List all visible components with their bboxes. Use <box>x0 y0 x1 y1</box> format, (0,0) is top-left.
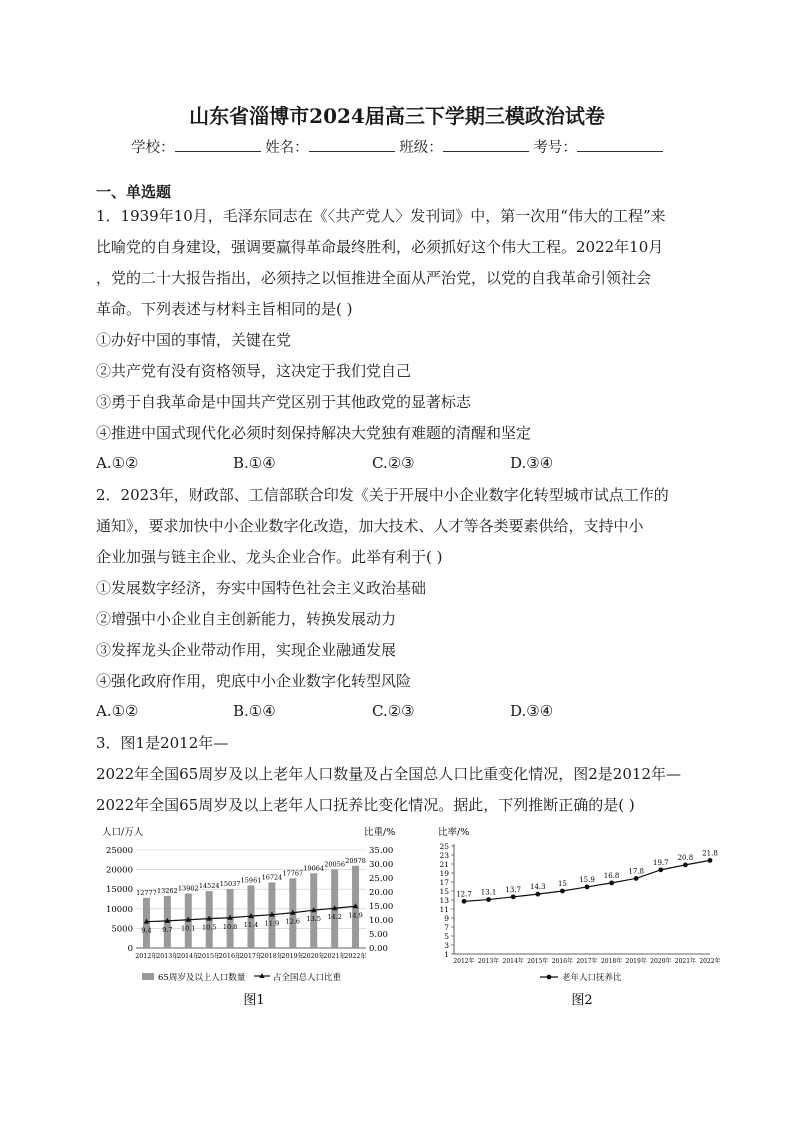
figure-2-chart <box>432 826 722 1016</box>
y-tick-label: 19 <box>439 869 449 878</box>
data-point <box>486 897 491 902</box>
page-title: 山东省淄博市2024届高三下学期三模政治试卷 <box>189 104 605 128</box>
legend-line-label: 占全国总人口比重 <box>273 973 342 983</box>
data-value-label: 12.7 <box>456 890 472 899</box>
q1-stem-line: 1．1939年10月，毛泽东同志在《〈共产党人〉发刊词》中，第一次用“伟大的工程”来 <box>96 207 666 225</box>
data-point <box>462 899 467 904</box>
school-label: 学校： <box>131 140 175 156</box>
x-tick-label: 2020年 <box>650 958 672 965</box>
x-tick-label: 2019年 <box>281 953 304 960</box>
y-tick-label-left: 20000 <box>105 865 133 876</box>
y-tick-label-right: 0.00 <box>369 944 388 954</box>
y-tick-label: 21 <box>439 860 449 869</box>
data-point <box>585 885 590 890</box>
exam-number-blank[interactable] <box>577 137 663 152</box>
x-tick-label: 2021年 <box>674 958 697 965</box>
q3-stem-line: 2022年全国65周岁及以上老年人口数量及占全国总人口比重变化情况，图2是2012年— <box>96 765 681 783</box>
bar-value-label: 16724 <box>261 873 283 882</box>
ratio-value-label: 12.6 <box>285 917 301 926</box>
ratio-value-label: 11.4 <box>243 921 259 930</box>
x-tick-label: 2018年 <box>600 958 623 965</box>
bar-value-label: 13262 <box>157 887 178 896</box>
legend-bar-swatch <box>142 973 154 980</box>
x-tick-label: 2020年 <box>302 953 325 960</box>
bar-value-label: 19064 <box>303 864 325 873</box>
data-point <box>560 889 565 894</box>
x-tick-label: 2012年 <box>453 958 475 965</box>
x-tick-label: 2015年 <box>527 958 549 965</box>
y-tick-label-right: 10.00 <box>369 916 394 926</box>
name-label: 姓名： <box>265 140 309 156</box>
y-tick-label-left: 25000 <box>105 846 133 856</box>
data-point <box>634 876 639 881</box>
data-value-label: 21.8 <box>702 849 718 858</box>
q2-statement: ②增强中小企业自主创新能力，转换发展动力 <box>96 610 397 628</box>
bar-value-label: 15961 <box>240 876 262 885</box>
class-blank[interactable] <box>443 137 529 152</box>
y-axis-label: 比率/% <box>438 827 470 838</box>
y-tick-label-right: 35.00 <box>369 846 394 856</box>
ratio-value-label: 10.8 <box>222 922 238 931</box>
q2-stem-line: 企业加强与链主企业、龙头企业合作。此举有利于( ) <box>96 548 443 566</box>
school-blank[interactable] <box>175 137 261 152</box>
q2-option-a[interactable]: A.①② <box>96 702 139 720</box>
data-value-label: 16.8 <box>603 871 620 880</box>
data-point <box>683 863 688 868</box>
data-value-label: 13.1 <box>480 888 497 897</box>
q1-option-b[interactable]: B.①④ <box>233 454 276 472</box>
q1-statement: ④推进中国式现代化必须时刻保持解决大党独有难题的清醒和坚定 <box>96 424 532 442</box>
q2-stem-line: 通知》，要求加快中小企业数字化改造，加大技术、人才等各类要素供给，支持中小 <box>96 517 644 535</box>
q1-option-a[interactable]: A.①② <box>96 454 139 472</box>
x-tick-label: 2016年 <box>218 953 242 960</box>
q1-stem-line: ，党的二十大报告指出，必须持之以恒推进全面从严治党，以党的自我革命引领社会 <box>96 269 652 287</box>
data-value-label: 15 <box>557 880 567 888</box>
data-value-label: 17.8 <box>628 867 644 876</box>
y-tick-label-left: 15000 <box>105 885 133 896</box>
y-tick-label-right: 25.00 <box>369 874 394 884</box>
q3-stem-line: 3．图1是2012年— <box>96 734 229 752</box>
figure-1-chart <box>96 826 406 1016</box>
y-tick-label: 15 <box>439 887 449 896</box>
q2-statement: ④强化政府作用，兜底中小企业数字化转型风险 <box>96 672 412 690</box>
data-value-label: 14.3 <box>530 883 546 892</box>
bar-value-label: 17767 <box>282 869 304 878</box>
x-tick-label: 2022年 <box>699 958 721 965</box>
y-tick-label-left: 5000 <box>111 924 133 935</box>
ratio-value-label: 11.9 <box>264 919 280 928</box>
ratio-value-label: 14.2 <box>327 913 342 922</box>
q2-option-b[interactable]: B.①④ <box>233 702 276 720</box>
q1-statement: ②共产党有没有资格领导，这决定于我们党自己 <box>96 362 412 380</box>
q3-stem-line: 2022年全国65周岁及以上老年人口抚养比变化情况。据此，下列推断正确的是( ) <box>96 796 635 814</box>
bar-value-label: 14524 <box>198 882 220 891</box>
x-tick-label: 2017年 <box>576 958 598 965</box>
x-tick-label: 2012年 <box>135 953 158 960</box>
data-point <box>609 881 614 886</box>
q2-option-c[interactable]: C.②③ <box>372 702 415 720</box>
name-blank[interactable] <box>309 137 395 152</box>
x-tick-label: 2022年 <box>344 953 367 960</box>
q1-stem-line: 革命。下列表述与材料主旨相同的是( ) <box>96 300 353 318</box>
legend-marker <box>547 975 552 980</box>
ratio-value-label: 10.5 <box>201 923 217 932</box>
q2-statement: ③发挥龙头企业带动作用，实现企业融通发展 <box>96 641 397 659</box>
y-tick-label-right: 15.00 <box>369 902 394 912</box>
y-tick-label: 11 <box>439 905 449 914</box>
x-tick-label: 2016年 <box>551 958 574 965</box>
data-point <box>658 867 663 872</box>
y-tick-label: 1 <box>444 950 449 959</box>
x-tick-label: 2014年 <box>502 958 524 965</box>
y-tick-label: 13 <box>439 896 449 905</box>
student-info-line <box>0 136 794 157</box>
y-tick-label-right: 20.00 <box>369 888 394 898</box>
y-tick-label-left: 0 <box>127 944 133 954</box>
y-tick-label: 17 <box>439 878 449 887</box>
x-tick-label: 2017年 <box>239 953 263 960</box>
data-value-label: 19.7 <box>653 858 669 867</box>
figure-caption: 图2 <box>571 993 593 1008</box>
ratio-value-label: 13.5 <box>306 915 321 924</box>
ratio-value-label: 9.4 <box>141 926 152 935</box>
data-value-label: 20.8 <box>677 853 694 862</box>
y-axis-left-label: 人口/万人 <box>102 827 144 838</box>
figure-caption: 图1 <box>243 993 265 1008</box>
x-tick-label: 2014年 <box>177 953 200 960</box>
bar-value-label: 20978 <box>345 856 366 865</box>
bar-value-label: 13902 <box>177 884 199 893</box>
y-axis-right-label: 比重/% <box>364 827 396 838</box>
x-tick-label: 2013年 <box>477 958 500 965</box>
q1-statement: ①办好中国的事情，关键在党 <box>96 331 292 349</box>
y-tick-label: 3 <box>444 941 449 950</box>
q1-option-c[interactable]: C.②③ <box>372 454 415 472</box>
y-tick-label: 9 <box>444 914 449 923</box>
y-tick-label: 23 <box>439 851 449 860</box>
x-tick-label: 2021年 <box>323 953 346 960</box>
bar-value-label: 15037 <box>219 880 241 889</box>
data-point <box>511 894 516 899</box>
data-point <box>535 892 540 897</box>
y-tick-label-right: 30.00 <box>369 860 394 870</box>
class-label: 班级： <box>399 140 443 156</box>
x-tick-label: 2019年 <box>625 958 647 965</box>
q1-statement: ③勇于自我革命是中国共产党区别于其他政党的显著标志 <box>96 393 472 411</box>
q2-option-d[interactable]: D.③④ <box>510 702 554 720</box>
bar-value-label: 20056 <box>324 860 345 869</box>
legend-bar-label: 65周岁及以上人口数量 <box>158 973 246 983</box>
bar-value-label: 12777 <box>136 888 157 897</box>
q1-stem-line: 比喻党的自身建设，强调要赢得革命最终胜利，必须抓好这个伟大工程。2022年10月 <box>96 238 664 256</box>
ratio-value-label: 9.7 <box>162 925 173 934</box>
data-value-label: 15.9 <box>579 875 595 884</box>
q2-statement: ①发展数字经济，夯实中国特色社会主义政治基础 <box>96 579 427 597</box>
x-tick-label: 2018年 <box>260 953 284 960</box>
y-tick-label-right: 5.00 <box>369 930 388 940</box>
q2-stem-line: 2．2023年，财政部、工信部联合印发《关于开展中小企业数字化转型城市试点工作的 <box>96 486 669 504</box>
ratio-value-label: 10.1 <box>181 924 196 933</box>
data-value-label: 13.7 <box>505 885 521 894</box>
y-tick-label: 7 <box>444 923 449 932</box>
legend-label: 老年人口抚养比 <box>562 973 622 983</box>
y-tick-label: 25 <box>439 842 449 851</box>
section-heading: 一、单选题 <box>96 183 172 201</box>
x-tick-label: 2015年 <box>198 953 221 960</box>
y-tick-label-left: 10000 <box>105 904 133 915</box>
data-point <box>708 858 713 863</box>
x-tick-label: 2013年 <box>156 953 179 960</box>
ratio-value-label: 14.9 <box>348 911 363 920</box>
q1-option-d[interactable]: D.③④ <box>510 454 554 472</box>
exam-number-label: 考号： <box>533 140 577 156</box>
y-tick-label: 5 <box>444 932 449 941</box>
